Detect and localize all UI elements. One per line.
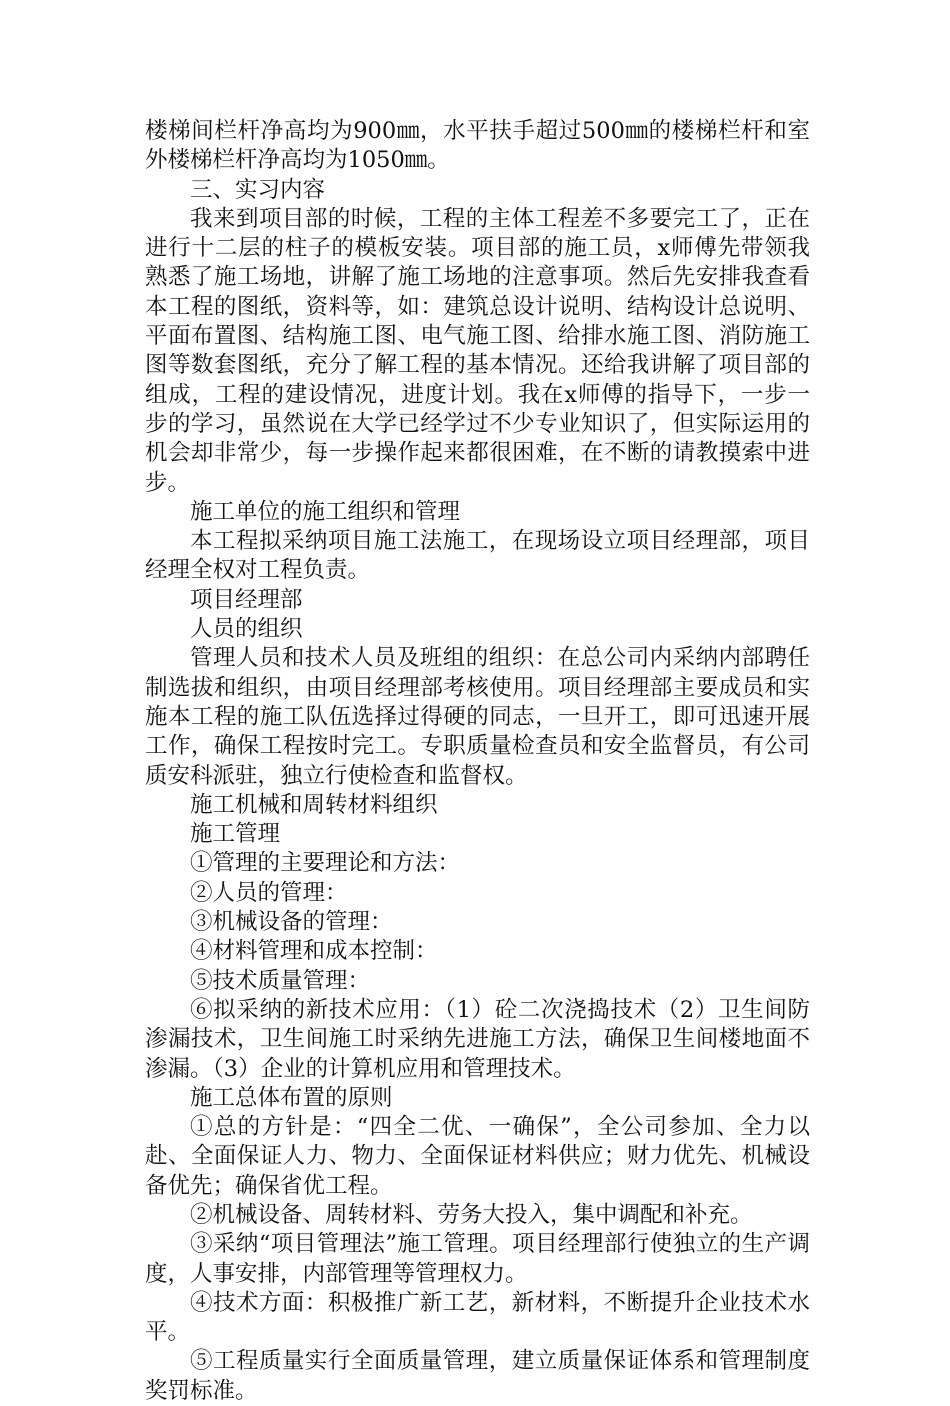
document-body xyxy=(145,117,810,1406)
subheading: 施工总体布置的原则 xyxy=(190,1084,393,1111)
paragraph: 我来到项目部的时候，工程的主体工程差不多要完工了，正在进行十二层的柱子的模板安装。项目部的施工员，x师傅先带领我熟悉了施工场地，讲解了施工场地的注意事项。然后先安排我查看本工程的图纸，资料等，如：建筑总设计说明、结构设计总说明、平面布置图、结构施工图、电气施工图、给排水施工图、消防施工图等数套图纸，充分了解工程的基本情况。还给我讲解了项目部的组成，工程的建设情况，进度计划。我在x师傅的指导下，一步一步的学习，虽然说在大学已经学过不少专业知识了，但实际运用的机会却非常少，每一步操作起来都很困难，在不断的请教摸索中进步。 xyxy=(145,205,810,496)
list-item: ③采纳“项目管理法”施工管理。项目经理部行使独立的生产调度，人事安排，内部管理等管理权力。 xyxy=(145,1231,810,1287)
list-item: ⑤技术质量管理： xyxy=(190,967,371,994)
list-item: ①总的方针是：“四全二优、一确保”，全公司参加、全力以赴、全面保证人力、物力、全面保证材料供应；财力优先、机械设备优先；确保省优工程。 xyxy=(145,1114,810,1199)
subheading: 项目经理部 xyxy=(190,586,303,613)
paragraph: 管理人员和技术人员及班组的组织：在总公司内采纳内部聘任制选拔和组织，由项目经理部考核使用。项目经理部主要成员和实施本工程的施工队伍选择过得硬的同志，一旦开工，即可迅速开展工作，确保工程按时完工。专职质量检查员和安全监督员，有公司质安科派驻，独立行使检查和监督权。 xyxy=(145,645,810,789)
list-item: ③机械设备的管理： xyxy=(190,909,393,936)
subheading: 施工单位的施工组织和管理 xyxy=(190,498,461,525)
subheading: 施工管理 xyxy=(190,821,281,848)
list-item: ①管理的主要理论和方法： xyxy=(190,850,461,877)
section-heading: 三、实习内容 xyxy=(190,176,326,203)
list-item: ④技术方面：积极推广新工艺，新材料，不断提升企业技术水平。 xyxy=(145,1289,810,1346)
list-item: ⑥拟采纳的新技术应用：（1）砼二次浇捣技术（2）卫生间防渗漏技术，卫生间施工时采纳先进施工方法，确保卫生间楼地面不渗漏。（3）企业的计算机应用和管理技术。 xyxy=(145,996,810,1082)
list-item: ④材料管理和成本控制： xyxy=(190,938,438,965)
paragraph: 楼梯间栏杆净高均为900㎜，水平扶手超过500㎜的楼梯栏杆和室外楼梯栏杆净高均为1050㎜。 xyxy=(145,118,810,174)
paragraph: 本工程拟采纳项目施工法施工，在现场设立项目经理部，项目经理全权对工程负责。 xyxy=(145,528,810,584)
subheading: 施工机械和周转材料组织 xyxy=(190,791,438,818)
list-item: ②人员的管理： xyxy=(190,879,348,906)
list-item: ⑤工程质量实行全面质量管理，建立质量保证体系和管理制度奖罚标准。 xyxy=(145,1348,810,1404)
list-item: ②机械设备、周转材料、劳务大投入，集中调配和补充。 xyxy=(190,1201,753,1228)
subheading: 人员的组织 xyxy=(190,616,303,643)
